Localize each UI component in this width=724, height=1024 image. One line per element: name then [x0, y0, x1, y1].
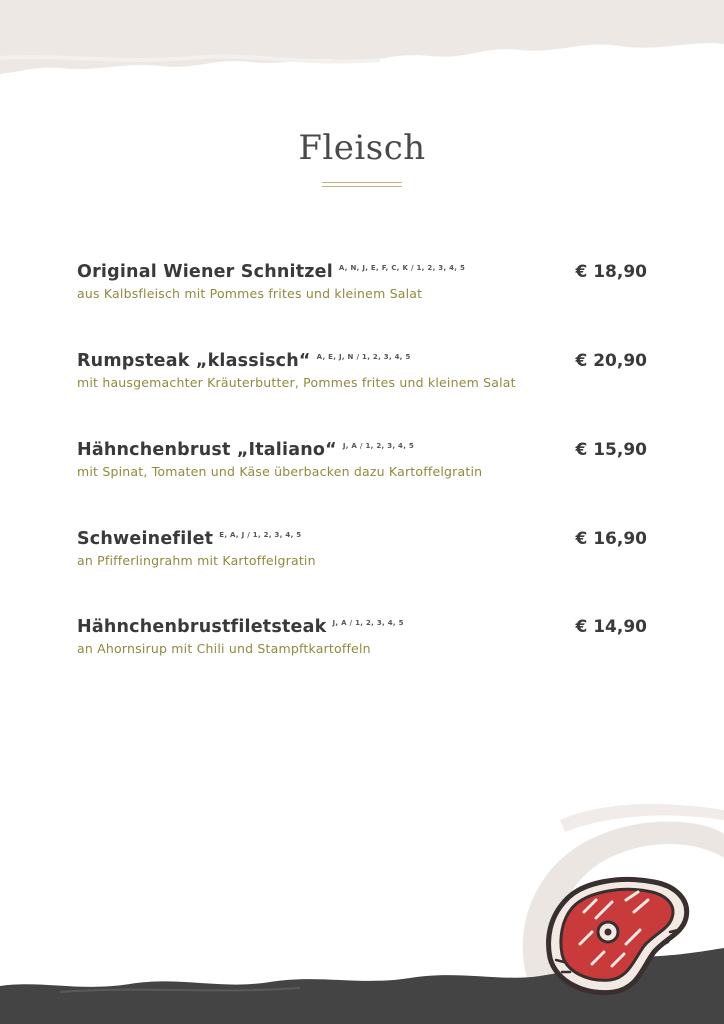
menu-item [77, 440, 647, 479]
item-price: € 20,90 [575, 351, 647, 371]
item-description: aus Kalbsfleisch mit Pommes frites und kleinem Salat [77, 286, 423, 301]
title-underline [322, 182, 402, 188]
item-description: an Pfifferlingrahm mit Kartoffelgratin [77, 553, 316, 568]
item-allergens: A, N, J, E, F, C, K / 1, 2, 3, 4, 5 [338, 264, 466, 272]
item-allergens: J, A / 1, 2, 3, 4, 5 [332, 619, 404, 627]
item-allergens: J, A / 1, 2, 3, 4, 5 [342, 442, 415, 450]
item-description: mit Spinat, Tomaten und Käse überbacken dazu Kartoffelgratin [77, 464, 483, 479]
item-name: Hähnchenbrustfiletsteak [77, 617, 327, 637]
item-price: € 15,90 [575, 440, 647, 460]
menu-item [77, 351, 647, 390]
menu-item [77, 262, 647, 301]
item-allergens: E, A, J / 1, 2, 3, 4, 5 [219, 531, 302, 539]
item-name: Rumpsteak „klassisch“ [77, 351, 311, 371]
item-price: € 14,90 [575, 617, 647, 637]
item-description: an Ahornsirup mit Chili und Stampftkartoffeln [77, 641, 371, 656]
item-allergens: A, E, J, N / 1, 2, 3, 4, 5 [316, 353, 411, 361]
item-name: Original Wiener Schnitzel [77, 262, 333, 282]
menu-item [77, 529, 647, 568]
item-price: € 16,90 [575, 529, 647, 549]
item-price: € 18,90 [575, 262, 647, 282]
menu-item [77, 617, 647, 656]
item-description: mit hausgemachter Kräuterbutter, Pommes frites und kleinem Salat [77, 375, 516, 390]
brush-stroke-top [0, 0, 724, 80]
steak-icon [542, 872, 694, 1000]
item-name: Hähnchenbrust „Italiano“ [77, 440, 337, 460]
page-title: Fleisch [298, 128, 426, 168]
item-name: Schweinefilet [77, 529, 214, 549]
